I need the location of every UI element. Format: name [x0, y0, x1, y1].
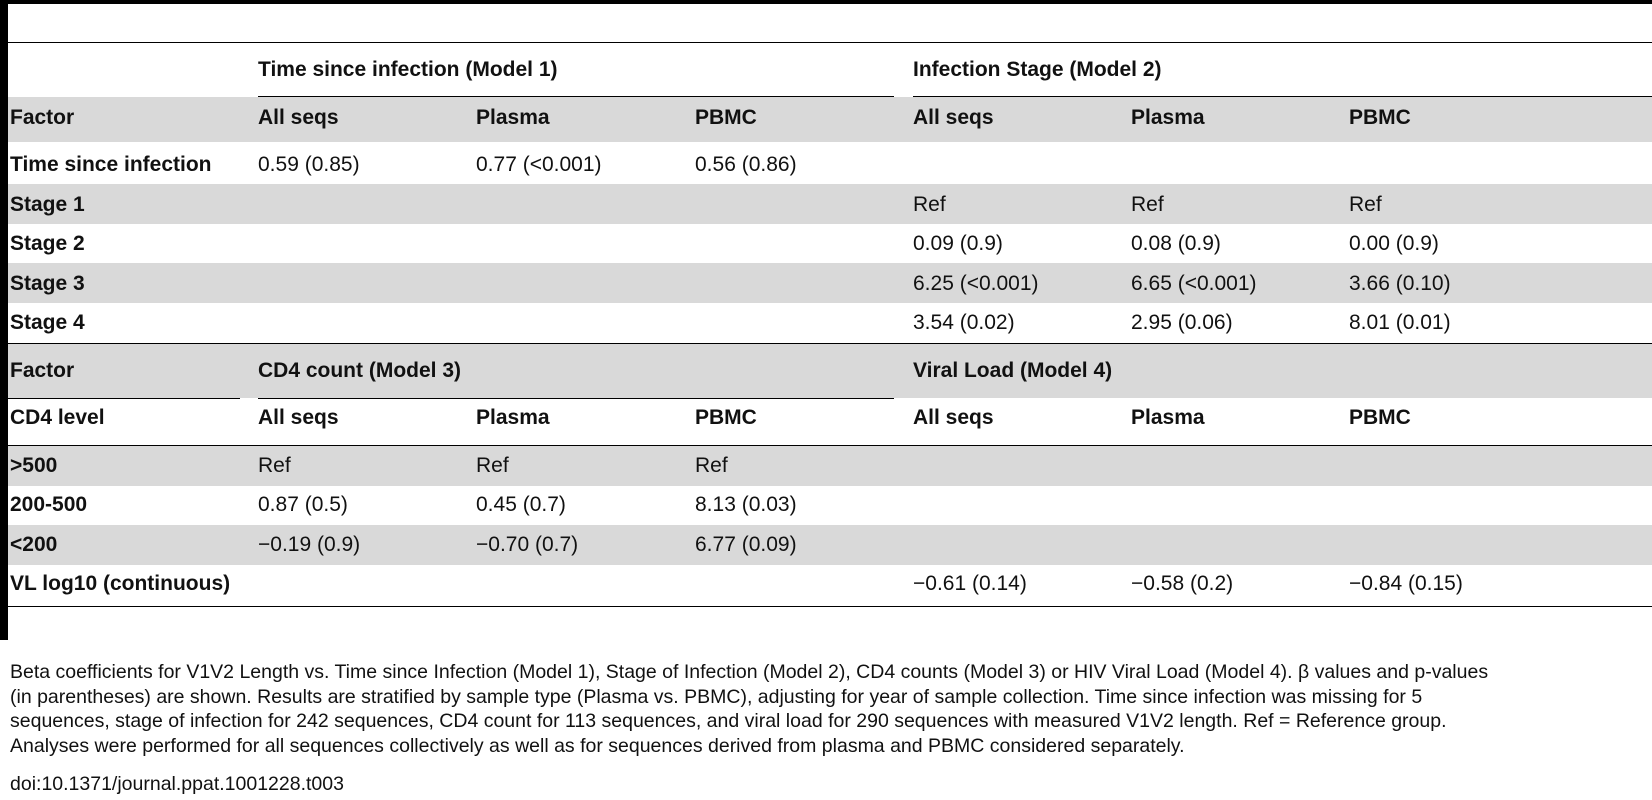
col-header-all-seqs: All seqs — [913, 106, 994, 129]
row-band-stage1 — [8, 184, 1652, 224]
col-header-factor: Factor — [10, 106, 75, 129]
table-cell: 3.66 (0.10) — [1349, 272, 1451, 295]
row-label: 200-500 — [10, 493, 88, 516]
group-header-model3: CD4 count (Model 3) — [258, 359, 461, 382]
table-cell: −0.70 (0.7) — [476, 533, 579, 556]
rule-header-bottom — [8, 445, 1652, 446]
table-cell: −0.84 (0.15) — [1349, 572, 1463, 595]
table-cell: Ref — [695, 454, 728, 477]
rule-factor — [8, 398, 240, 399]
col-header-all-seqs: All seqs — [913, 406, 994, 429]
table-cell: Ref — [913, 193, 946, 216]
table-cell: 0.09 (0.9) — [913, 232, 1003, 255]
table-cell: −0.61 (0.14) — [913, 572, 1027, 595]
rule-bottom — [8, 606, 1652, 607]
group-header-model2: Infection Stage (Model 2) — [913, 58, 1162, 81]
rule-model1 — [258, 96, 894, 97]
table-cell: Ref — [1131, 193, 1164, 216]
rule-model2 — [913, 96, 1652, 97]
col-header-plasma: Plasma — [476, 406, 550, 429]
group-header-model4: Viral Load (Model 4) — [913, 359, 1113, 382]
row-label: >500 — [10, 454, 58, 477]
row-label: Time since infection — [10, 153, 212, 176]
col-header-pbmc: PBMC — [695, 106, 757, 129]
row-label: Stage 3 — [10, 272, 85, 295]
col-header-plasma: Plasma — [1131, 406, 1205, 429]
group-header-model1: Time since infection (Model 1) — [258, 58, 558, 81]
table-cell: 2.95 (0.06) — [1131, 311, 1233, 334]
table-cell: 0.00 (0.9) — [1349, 232, 1439, 255]
caption-line: Analyses were performed for all sequences collectively as well as for sequences derived from plasma and PBMC considered separately. — [10, 734, 1185, 757]
rule-model3 — [258, 398, 894, 399]
table-cell: 8.13 (0.03) — [695, 493, 797, 516]
table-cell: 0.56 (0.86) — [695, 153, 797, 176]
col-header-all-seqs: All seqs — [258, 106, 339, 129]
table-cell: −0.19 (0.9) — [258, 533, 361, 556]
table-cell: 0.59 (0.85) — [258, 153, 360, 176]
col-header-plasma: Plasma — [476, 106, 550, 129]
table-cell: 0.45 (0.7) — [476, 493, 566, 516]
table-cell: 8.01 (0.01) — [1349, 311, 1451, 334]
doi-text: doi:10.1371/journal.ppat.1001228.t003 — [10, 773, 344, 795]
row-label: Stage 4 — [10, 311, 85, 334]
table-cell: 0.08 (0.9) — [1131, 232, 1221, 255]
caption-line: Beta coefficients for V1V2 Length vs. Time since Infection (Model 1), Stage of Infection (Model 2), CD4 counts (Model 3) or HIV Viral Load (Model 4). β values and p-values — [10, 661, 1489, 683]
table-cell: −0.58 (0.2) — [1131, 572, 1234, 595]
table-cell: Ref — [1349, 193, 1382, 216]
caption-line: (in parentheses) are shown. Results are stratified by sample type (Plasma vs. PBMC), adjusting for year of sample collection. Time since infection was missing for 5 — [10, 685, 1423, 708]
left-border — [0, 0, 8, 640]
table-cell: 3.54 (0.02) — [913, 311, 1015, 334]
group-band-bottom — [8, 344, 1652, 398]
col-header-plasma: Plasma — [1131, 106, 1205, 129]
row-label: VL log10 (continuous) — [10, 572, 231, 595]
row-band-lt200 — [8, 525, 1652, 565]
row-label: Stage 1 — [10, 193, 85, 216]
group-header-factor: Factor — [10, 359, 75, 382]
table-cell: 6.65 (<0.001) — [1131, 272, 1257, 295]
table-cell: Ref — [476, 454, 509, 477]
table-cell: 6.77 (0.09) — [695, 533, 797, 556]
col-header-pbmc: PBMC — [1349, 406, 1411, 429]
col-header-pbmc: PBMC — [695, 406, 757, 429]
table-cell: 0.77 (<0.001) — [476, 153, 602, 176]
table-caption — [10, 660, 1650, 758]
row-label: Stage 2 — [10, 232, 85, 255]
table-cell: 6.25 (<0.001) — [913, 272, 1039, 295]
col-header-all-seqs: All seqs — [258, 406, 339, 429]
col-header-pbmc: PBMC — [1349, 106, 1411, 129]
row-band-gt500 — [8, 446, 1652, 486]
caption-line: sequences, stage of infection for 242 sequences, CD4 count for 113 sequences, and viral load for 290 sequences with measured V1V2 length. Ref = Reference group. — [10, 710, 1447, 732]
table-cell: 0.87 (0.5) — [258, 493, 348, 516]
row-label: <200 — [10, 533, 58, 556]
rule-mid — [8, 343, 1652, 344]
col-header-cd4-level: CD4 level — [10, 406, 105, 429]
top-border — [8, 0, 1652, 4]
table-cell: Ref — [258, 454, 291, 477]
rule-top — [8, 42, 1652, 43]
